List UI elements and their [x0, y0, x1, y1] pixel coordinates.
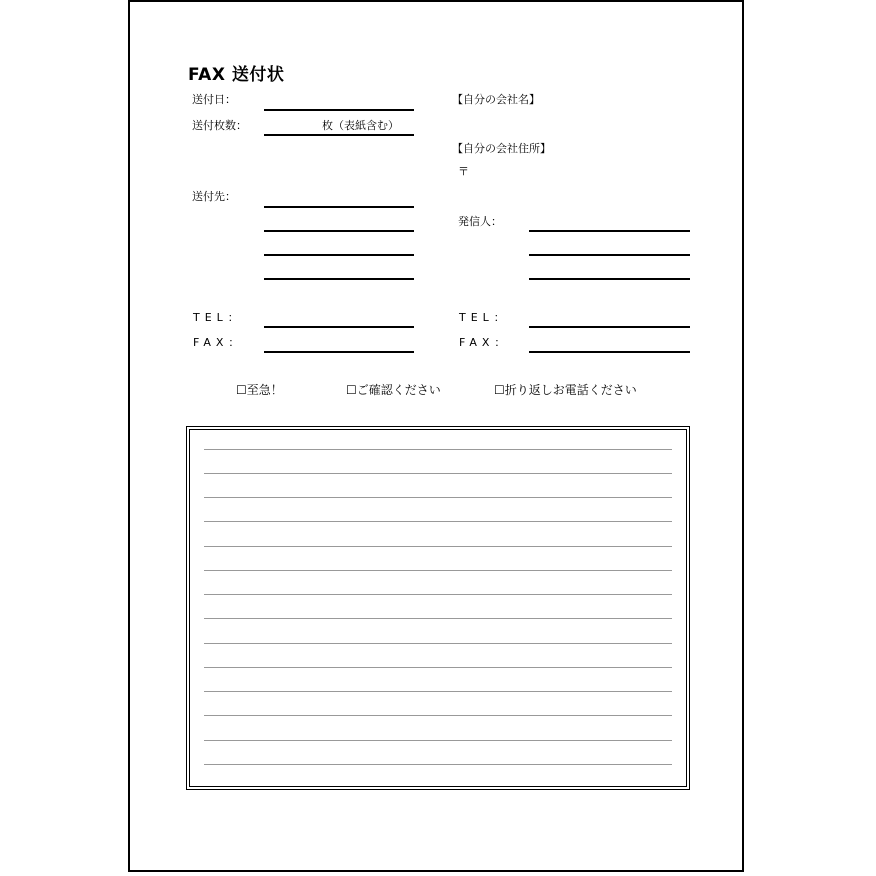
- memo-line: [204, 497, 672, 498]
- memo-line: [204, 521, 672, 522]
- sender-line-1[interactable]: [529, 230, 690, 232]
- sender-line-3[interactable]: [529, 278, 690, 280]
- memo-line: [204, 764, 672, 765]
- recipient-line-3[interactable]: [264, 254, 414, 256]
- sender-tel-label: TEL：: [459, 311, 510, 324]
- recipient-fax-label: FAX：: [193, 336, 245, 349]
- sender-tel-line[interactable]: [529, 326, 690, 328]
- message-box[interactable]: [186, 426, 690, 790]
- postal-mark: 〒: [458, 165, 469, 178]
- sender-fax-label: FAX：: [459, 336, 511, 349]
- memo-line: [204, 449, 672, 450]
- form-title: FAX 送付状: [188, 65, 285, 85]
- memo-line: [204, 667, 672, 668]
- please-confirm-checkbox[interactable]: ☐ご確認ください: [346, 383, 441, 397]
- recipient-tel-label: TEL：: [193, 311, 244, 324]
- recipient-label: 送付先：: [192, 190, 236, 203]
- send-date-line[interactable]: [264, 109, 414, 111]
- sender-line-2[interactable]: [529, 254, 690, 256]
- memo-line: [204, 594, 672, 595]
- call-back-checkbox[interactable]: ☐折り返しお電話ください: [494, 383, 637, 397]
- recipient-tel-line[interactable]: [264, 326, 414, 328]
- sender-label: 発信人：: [458, 215, 502, 228]
- urgent-checkbox[interactable]: ☐至急！: [236, 383, 283, 397]
- company-address: 【自分の会社住所】: [452, 142, 551, 155]
- message-box-inner-border: [189, 429, 687, 787]
- recipient-line-4[interactable]: [264, 278, 414, 280]
- memo-line: [204, 546, 672, 547]
- memo-line: [204, 643, 672, 644]
- send-date-label: 送付日：: [192, 93, 236, 106]
- recipient-fax-line[interactable]: [264, 351, 414, 353]
- memo-line: [204, 691, 672, 692]
- sheet-count-suffix: 枚（表紙含む）: [322, 119, 399, 132]
- sheet-count-line[interactable]: [264, 134, 414, 136]
- sender-fax-line[interactable]: [529, 351, 690, 353]
- sheet-count-label: 送付枚数：: [192, 119, 247, 132]
- memo-line: [204, 618, 672, 619]
- company-name: 【自分の会社名】: [452, 93, 540, 106]
- memo-line: [204, 473, 672, 474]
- recipient-line-2[interactable]: [264, 230, 414, 232]
- recipient-line-1[interactable]: [264, 206, 414, 208]
- memo-line: [204, 715, 672, 716]
- memo-line: [204, 570, 672, 571]
- memo-line: [204, 740, 672, 741]
- fax-cover-sheet: [128, 0, 744, 872]
